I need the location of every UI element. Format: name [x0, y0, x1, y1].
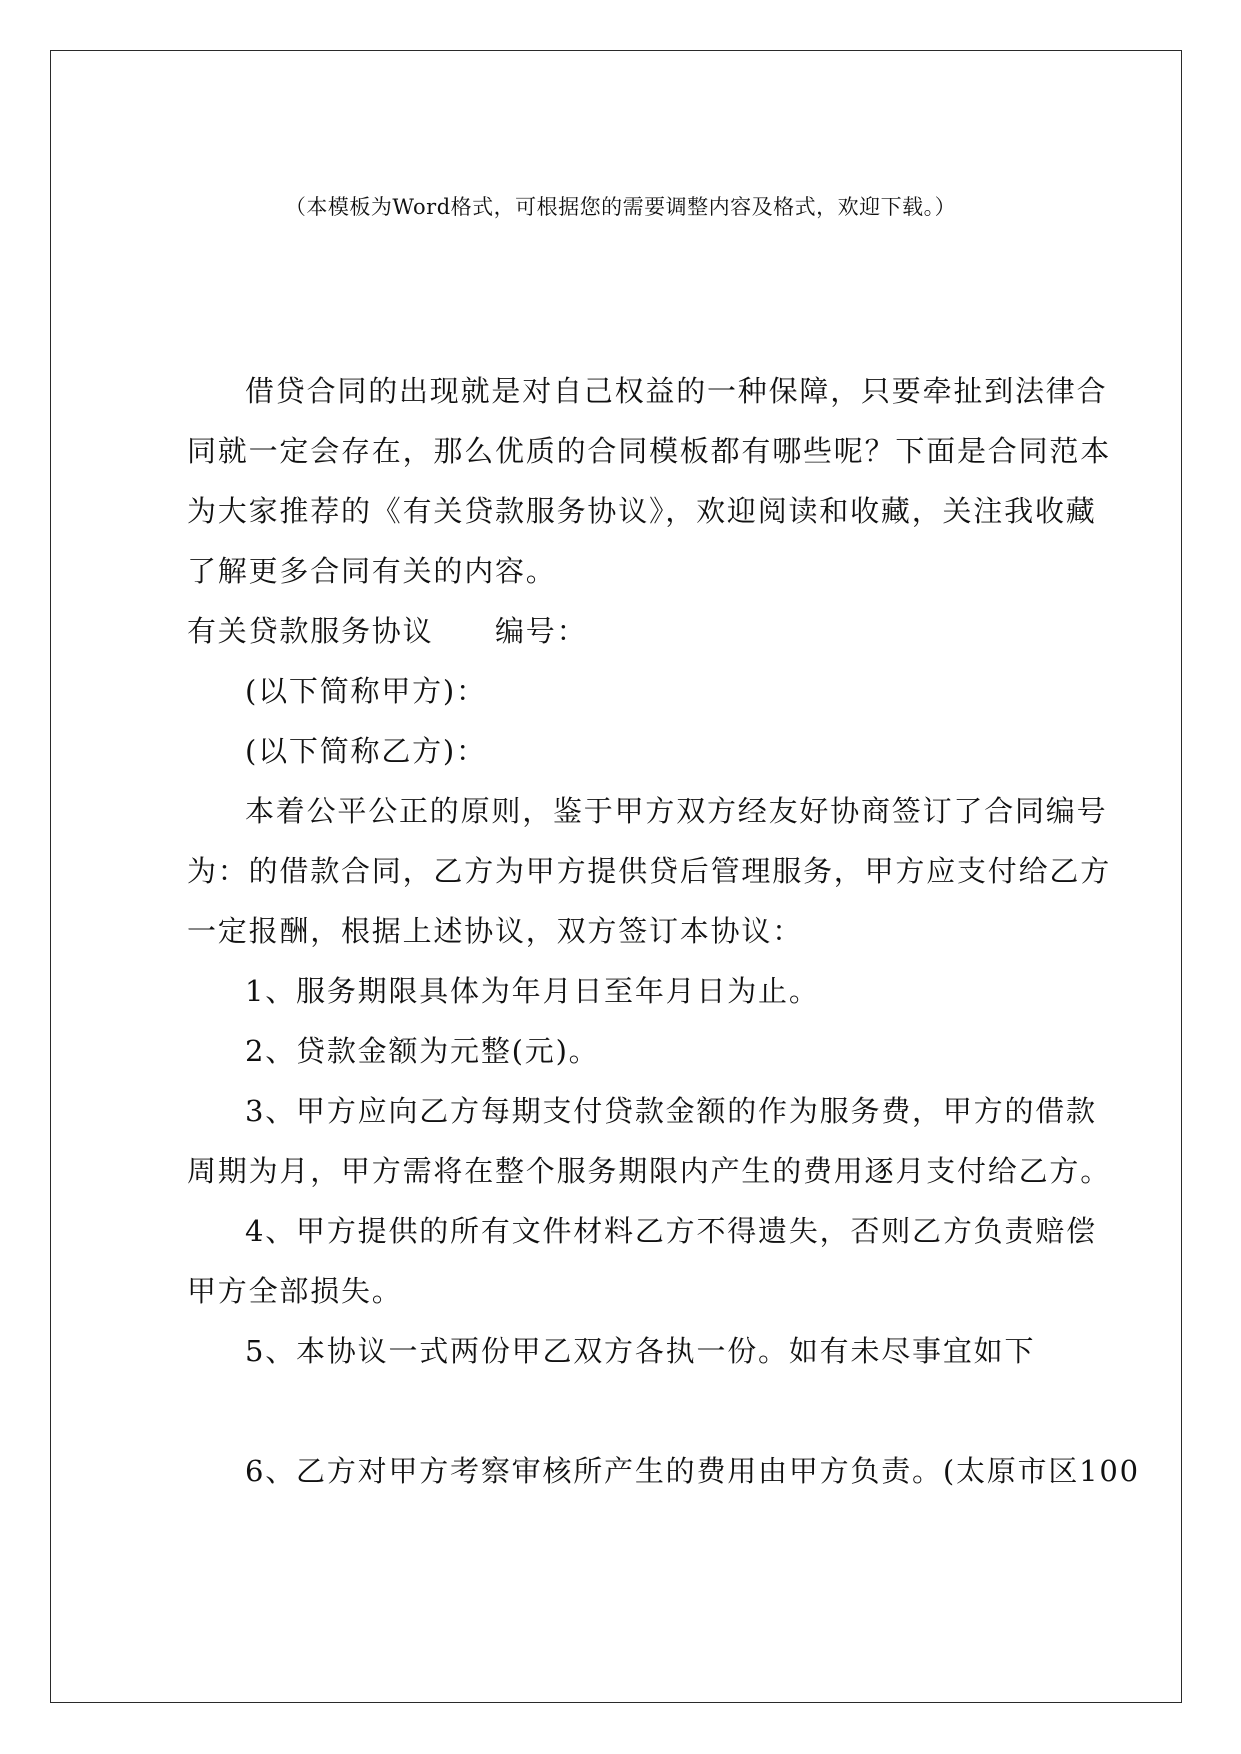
clause-4-line-2: 甲方全部损失。 — [187, 1274, 403, 1308]
intro-line-4: 了解更多合同有关的内容。 — [187, 554, 557, 588]
clause-5: 5、本协议一式两份甲乙双方各执一份。如有未尽事宜如下 — [245, 1334, 1036, 1368]
clause-6: 6、乙方对甲方考察审核所产生的费用由甲方负责。(太原市区100 — [245, 1454, 1140, 1488]
intro-line-3: 为大家推荐的《有关贷款服务协议》，欢迎阅读和收藏，关注我收藏 — [187, 494, 1097, 528]
intro-line-2: 同就一定会存在，那么优质的合同模板都有哪些呢？下面是合同范本 — [187, 434, 1112, 468]
clause-3-line-1: 3、甲方应向乙方每期支付贷款金额的作为服务费，甲方的借款 — [245, 1094, 1097, 1128]
clause-4-line-1: 4、甲方提供的所有文件材料乙方不得遗失，否则乙方负责赔偿 — [245, 1214, 1097, 1248]
party-a-line: (以下简称甲方)： — [245, 674, 487, 708]
agreement-title-line: 有关贷款服务协议 编号： — [187, 614, 588, 648]
template-note: （本模板为Word格式，可根据您的需要调整内容及格式，欢迎下载。） — [284, 195, 957, 219]
party-b-line: (以下简称乙方)： — [245, 734, 487, 768]
preamble-line-3: 一定报酬，根据上述协议，双方签订本协议： — [187, 914, 804, 948]
preamble-line-2: 为：的借款合同，乙方为甲方提供贷后管理服务，甲方应支付给乙方 — [187, 854, 1112, 888]
clause-2: 2、贷款金额为元整(元)。 — [245, 1034, 600, 1068]
clause-1: 1、服务期限具体为年月日至年月日为止。 — [245, 974, 820, 1008]
intro-line-1: 借贷合同的出现就是对自己权益的一种保障，只要牵扯到法律合 — [245, 374, 1108, 408]
preamble-line-1: 本着公平公正的原则，鉴于甲方双方经友好协商签订了合同编号 — [245, 794, 1108, 828]
clause-3-line-2: 周期为月，甲方需将在整个服务期限内产生的费用逐月支付给乙方。 — [187, 1154, 1112, 1188]
